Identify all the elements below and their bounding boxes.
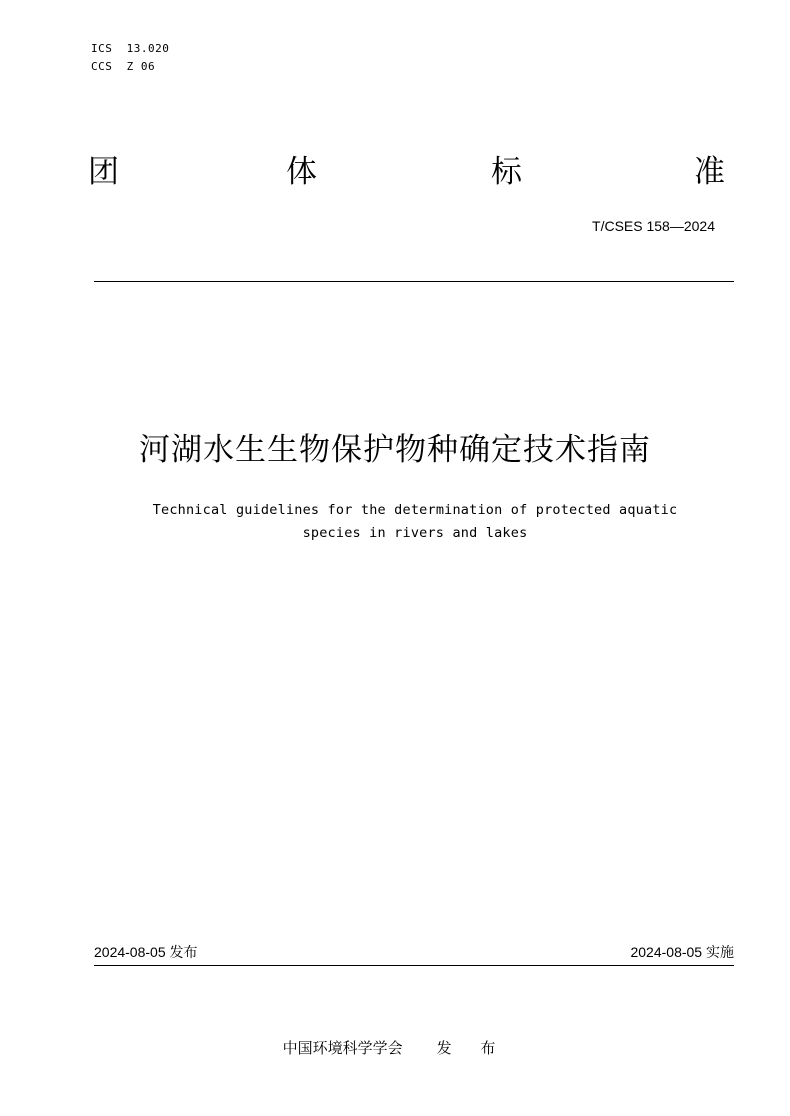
publisher-action: 发 布: [436, 1039, 508, 1057]
standard-type-char-2: 体: [286, 154, 317, 190]
document-title-chinese: 河湖水生生物保护物种确定技术指南: [139, 432, 651, 468]
footer-divider: [94, 965, 734, 966]
document-title-english: [95, 499, 735, 545]
issue-date: 2024-08-05 发布: [94, 944, 198, 960]
standard-type-char-4: 准: [694, 154, 725, 190]
standard-type-char-1: 团: [88, 154, 119, 190]
standard-type-char-3: 标: [491, 154, 522, 190]
english-title-line-2: species in rivers and lakes: [302, 525, 528, 541]
standard-type-heading: [88, 150, 738, 194]
classification-codes: [91, 40, 169, 76]
english-title-line-1: Technical guidelines for the determination of protected aquatic: [152, 502, 678, 518]
header-divider: [94, 281, 734, 282]
ics-code: ICS 13.020: [91, 42, 170, 55]
standard-number: T/CSES 158—2024: [592, 218, 715, 234]
publisher-line: [0, 1037, 790, 1059]
implementation-date: 2024-08-05 实施: [630, 944, 734, 960]
ccs-code: CCS Z 06: [91, 60, 156, 73]
publisher-name: 中国环境科学学会: [282, 1039, 403, 1057]
